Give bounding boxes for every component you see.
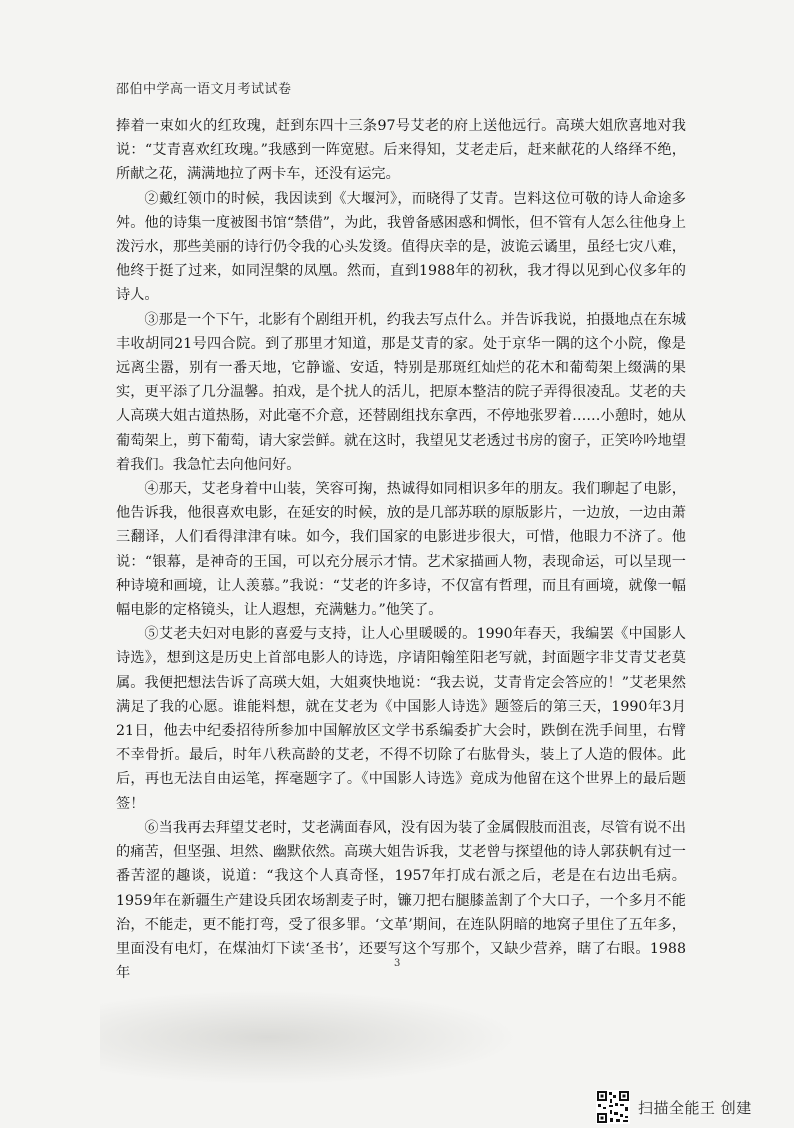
page-number: 3 — [394, 958, 401, 969]
scanner-watermark — [596, 1090, 752, 1124]
watermark-text: 扫描全能王 创建 — [638, 1098, 752, 1117]
paragraph-1: 捧着一束如火的红玫瑰，赶到东四十三条97号艾老的府上送他远行。高瑛大姐欣喜地对我说：“艾青喜欢红玫瑰。”我感到一阵宽慰。后来得知，艾老走后，赶来献花的人络绎不绝，所献之花，满满地拉了两卡车，还没有运完。 — [116, 118, 686, 183]
paragraph-3: ③那是一个下午，北影有个剧组开机，约我去写点什么。并告诉我说，拍摄地点在东城丰收胡同21号四合院。到了那里才知道，那是艾青的家。处于京华一隅的这个小院，像是远离尘嚣，别有一番天地，它静谧、安适，特别是那斑红灿烂的花木和葡萄架上缀满的果实，更平添了几分温馨。拍戏，是个扰人的活儿，把原本整洁的院子弄得很凌乱。艾老的夫人高瑛大姐古道热肠，对此毫不介意，还替剧组找东拿西，不停地张罗着……小憩时，她从葡萄架上，剪下葡萄，请大家尝鲜。就在这时，我望见艾老透过书房的窗子，正笑吟吟地望着我们。我急忙去向他问好。 — [116, 311, 686, 473]
exam-header: 邵伯中学高一语文月考试试卷 — [116, 82, 292, 97]
paragraph-2: ②戴红领巾的时候，我因读到《大堰河》，而晓得了艾青。岂料这位可敬的诗人命途多舛。他的诗集一度被图书馆“禁借”，为此，我曾备感困惑和惆怅，但不管有人怎么往他身上泼污水，那些美丽的诗行仍令我的心头发烫。值得庆幸的是，波诡云谲里，虽经七灾八难，他终于挺了过来，如同涅槃的凤凰。然而，直到1988年的初秋，我才得以见到心仪多年的诗人。 — [116, 190, 686, 304]
paragraph-5: ⑤艾老夫妇对电影的喜爱与支持，让人心里暖暖的。1990年春天，我编罢《中国影人诗选》，想到这是历史上首部电影人的诗选，序请阳翰笙阳老写就，封面题字非艾青艾老莫属。我便把想法告诉了高瑛大姐，大姐爽快地说：“我去说，艾青肯定会答应的！”艾老果然满足了我的心愿。谁能料想，就在艾老为《中国影人诗选》题签后的第三天，1990年3月21日，他去中纪委招待所参加中国解放区文学书系编委扩大会时，跌倒在洗手间里，右臂不幸骨折。最后，时年八秩高龄的艾老，不得不切除了右肱骨头，装上了人造的假体。此后，再也无法自由运笔，挥毫题字了。《中国影人诗选》竟成为他留在这个世界上的最后题签！ — [116, 626, 686, 812]
article-body — [116, 114, 686, 985]
paragraph-6: ⑥当我再去拜望艾老时，艾老满面春风，没有因为装了金属假肢而沮丧，尽管有说不出的痛苦，但坚强、坦然、幽默依然。高瑛大姐告诉我，艾老曾与探望他的诗人郭获帆有过一番苦涩的趣谈，说道：“我这个人真奇怪，1957年打成右派之后，老是在右边出毛病。1959年在新疆生产建设兵团农场割麦子时，镰刀把右腿膝盖割了个大口子，一个多月不能治，不能走，更不能打弯，受了很多罪。‘文革’期间，在连队阴暗的地窝子里住了五年多，里面没有电灯，在煤油灯下读‘圣书’，还要写这个写那个，又缺少营养，瞎了右眼。1988年 — [116, 819, 686, 982]
qr-code-icon — [596, 1090, 630, 1124]
scan-smudge — [100, 990, 520, 1085]
paragraph-4: ④那天，艾老身着中山装，笑容可掬，热诚得如同相识多年的朋友。我们聊起了电影，他告诉我，他很喜欢电影，在延安的时候，放的是几部苏联的原版影片，一边放，一边由萧三翻译，人们看得津津有味。如今，我们国家的电影进步很大，可惜，他眼力不济了。他说：“银幕，是神奇的王国，可以充分展示才情。艺术家描画人物，表现命运，可以呈现一种诗境和画境，让人羡慕。”我说：“艾老的许多诗，不仅富有哲理，而且有画境，就像一幅幅电影的定格镜头，让人遐想，充满魅力。”他笑了。 — [116, 481, 686, 619]
